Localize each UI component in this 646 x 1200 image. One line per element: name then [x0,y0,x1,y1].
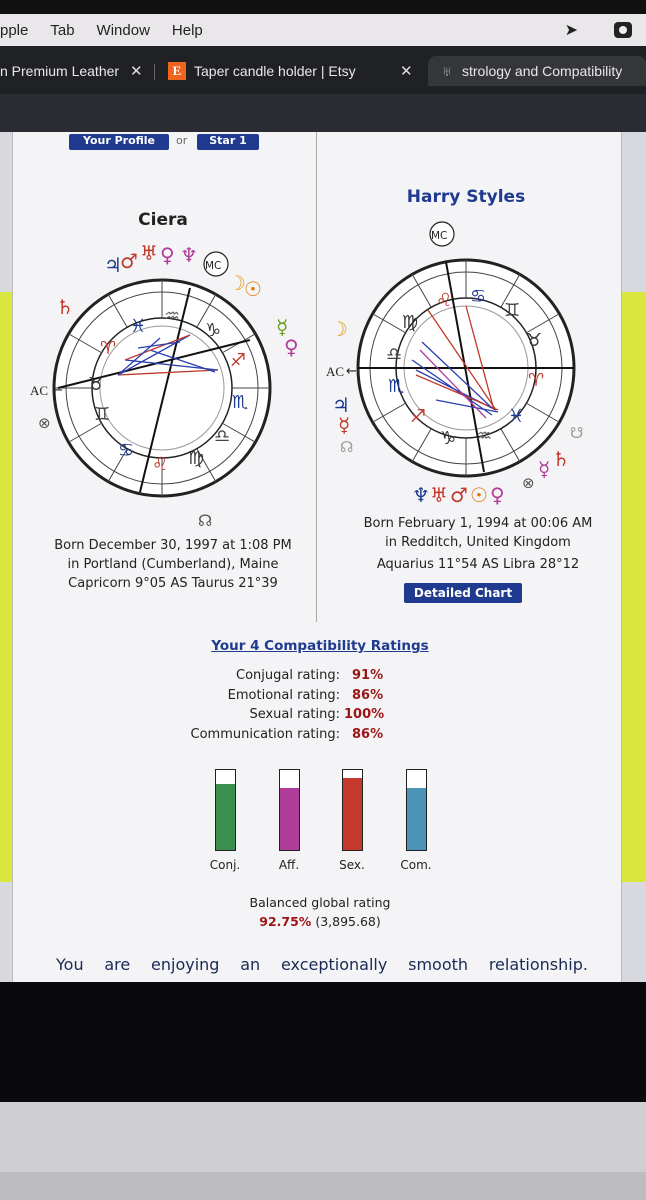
screen-bezel-bottom [0,982,646,1102]
rating-value-sexual: 100% [344,707,385,722]
summary-sentence [56,955,588,974]
mc-marker [430,222,454,246]
svg-text:⊗: ⊗ [38,414,51,432]
svg-text:☽: ☽ [330,317,348,341]
bar-communication [406,769,427,851]
person2-birth-date: Born February 1, 1994 at 00:06 AM [363,516,593,531]
person1-birth-date: Born December 30, 1997 at 1:08 PM [54,538,292,553]
svg-text:♀: ♀ [160,243,175,267]
person2-birth-info [330,514,626,574]
svg-text:MC: MC [431,230,448,242]
person1-signs: Capricorn 9°05 AS Taurus 21°39 [68,576,278,591]
svg-text:♆: ♆ [412,483,430,507]
bar-affection [279,769,300,851]
bar-conjugal [215,769,236,851]
rating-label: Conjugal rating: [236,668,340,683]
summary-word: You [56,955,84,974]
person2-signs: Aquarius 11°54 AS Libra 28°12 [376,557,580,572]
svg-text:⊗: ⊗ [522,474,535,492]
svg-text:☋: ☋ [570,424,584,442]
ac-arrow-icon: ← [52,383,63,398]
or-text: or [176,134,188,147]
svg-text:☿: ☿ [338,413,351,437]
svg-text:MC: MC [205,260,222,272]
person2-ac-label: AC [326,364,345,379]
svg-text:♒: ♒ [164,306,181,327]
svg-text:♍: ♍ [188,448,205,469]
summary-word: enjoying [151,955,220,974]
global-rating-value: 92.75% [259,914,312,929]
screen-bezel-top [0,0,646,14]
svg-text:♋: ♋ [118,440,135,461]
laptop-edge [0,1172,646,1200]
summary-word: smooth [408,955,469,974]
tab-title: Taper candle holder | Etsy [194,63,356,79]
person1-birth-info [40,536,306,593]
svg-text:♊: ♊ [504,300,521,321]
svg-text:♈: ♈ [100,338,117,359]
tab-etsy[interactable] [168,56,418,86]
svg-text:♎: ♎ [386,344,403,365]
person1-birth-place: in Portland (Cumberland), Maine [67,557,279,572]
summary-word: exceptionally [280,955,388,974]
person1-natal-chart [0,230,316,530]
rating-value-emotional: 86% [352,688,384,703]
svg-text:♅: ♅ [430,483,448,507]
svg-text:♌: ♌ [436,290,453,311]
bar-fill [343,778,362,850]
close-icon[interactable]: ✕ [130,63,143,80]
menu-status-area [543,20,632,40]
detailed-chart-button[interactable]: Detailed Chart [404,583,522,603]
svg-text:♀: ♀ [284,335,299,359]
svg-text:♎: ♎ [214,426,231,447]
mc-marker [204,252,228,276]
svg-text:☊: ☊ [340,438,354,456]
tab-astrology[interactable] [428,56,646,86]
svg-text:♉: ♉ [526,330,543,351]
svg-text:♂: ♂ [120,249,138,273]
person2-natal-chart [316,210,632,510]
etsy-favicon-icon: E [168,62,186,80]
svg-text:☽: ☽ [228,271,246,295]
person2-name[interactable]: Harry Styles [406,187,526,207]
bar-label-sexual: Sex. [339,858,365,872]
tab-title: n Premium Leather [0,63,120,79]
svg-text:☊: ☊ [198,511,213,530]
person1-ac-label: AC [30,383,49,398]
browser-tab-bar [0,46,646,94]
svg-text:♋: ♋ [470,286,487,307]
close-icon[interactable]: ✕ [400,63,413,80]
bar-label-communication: Com. [400,858,432,872]
rating-value-communication: 86% [352,727,384,742]
bar-label-affection: Aff. [278,858,300,872]
menu-bar [0,14,646,46]
rating-label: Emotional rating: [227,688,340,703]
bar-label-conjugal: Conj. [209,858,241,872]
svg-text:♃: ♃ [104,253,122,277]
global-rating [200,914,440,929]
summary-word: are [104,955,131,974]
screen-record-icon[interactable] [614,22,632,38]
svg-text:☉: ☉ [244,277,262,301]
svg-text:♐: ♐ [410,406,427,427]
summary-word: an [240,955,261,974]
svg-text:☉: ☉ [470,483,488,507]
svg-text:♈: ♈ [528,370,545,391]
svg-text:♑: ♑ [205,320,222,341]
tab-leather[interactable] [0,56,150,86]
tab-divider [154,64,155,80]
svg-text:♐: ♐ [230,350,247,371]
tab-title: strology and Compatibility [462,63,623,79]
global-rating-points: (3,895.68) [315,914,381,929]
svg-text:☿: ☿ [276,315,289,339]
bar-fill [407,788,426,850]
rating-value-conjugal: 91% [352,668,384,683]
menu-window[interactable]: Window [96,21,150,39]
astrology-favicon-icon: ♅ [441,63,453,79]
svg-text:♒: ♒ [476,426,493,447]
svg-text:♄: ♄ [56,295,74,319]
bar-fill [216,784,235,850]
browser-toolbar [0,94,646,132]
menu-help[interactable]: Help [171,21,203,39]
svg-text:♓: ♓ [508,406,525,427]
bar-sexual [342,769,363,851]
star-button[interactable]: Star 1 [197,134,259,150]
svg-text:♅: ♅ [140,241,158,265]
svg-text:♊: ♊ [94,404,111,425]
global-rating-label: Balanced global rating [249,895,391,910]
svg-text:☿: ☿ [538,457,551,481]
your-profile-button[interactable]: Your Profile [69,134,169,150]
svg-text:♑: ♑ [440,428,457,449]
person1-name: Ciera [138,210,188,230]
rating-label: Sexual rating: [249,707,340,722]
rating-label: Communication rating: [190,727,340,742]
svg-text:♓: ♓ [130,316,147,337]
svg-text:♆: ♆ [180,243,198,267]
svg-text:♄: ♄ [552,447,570,471]
zodiac-wheel [358,260,574,476]
ac-arrow-icon: ← [346,364,357,379]
svg-text:♉: ♉ [88,374,105,395]
svg-text:♏: ♏ [388,376,405,397]
person2-birth-place: in Redditch, United Kingdom [385,535,571,550]
svg-text:♏: ♏ [232,392,249,413]
menu-tab[interactable]: Tab [50,21,75,39]
svg-text:♀: ♀ [490,483,505,507]
ratings-title[interactable]: Your 4 Compatibility Ratings [211,638,429,654]
svg-text:♌: ♌ [152,454,169,475]
bar-fill [280,788,299,850]
svg-text:♂: ♂ [450,483,468,507]
menu-apple[interactable]: pple [0,21,29,39]
svg-text:♃: ♃ [332,393,350,417]
location-arrow-icon: ➤ [564,22,578,39]
svg-text:♍: ♍ [402,312,419,333]
summary-word: relationship. [488,955,588,974]
